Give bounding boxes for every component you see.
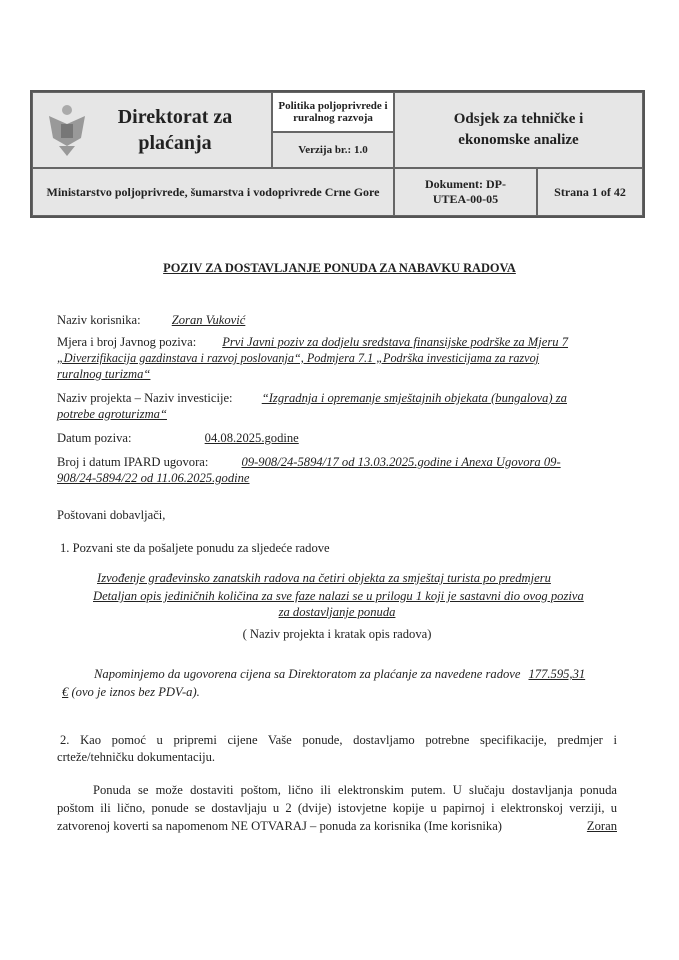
- delivery-paragraph-row3: [57, 819, 617, 834]
- works-line-2: Detaljan opis jediničnih količina za sve faze nalazi se u prilogu 1 koji je sastavni dio ovog poziva: [93, 589, 584, 603]
- contract-label: Broj i datum IPARD ugovora:: [57, 455, 209, 469]
- project-label: Naziv projekta – Naziv investicije:: [57, 391, 233, 405]
- project-row-line2: [57, 407, 617, 422]
- delivery-paragraph-line3: zatvorenoj koverti sa napomenom NE OTVARAJ – ponuda za korisnika (Ime korisnika): [57, 819, 502, 833]
- greeting: Poštovani dobavljači,: [57, 508, 166, 522]
- price-note: Napominjemo da ugovorena cijena sa Direktoratom za plaćanje za navedene radove: [94, 667, 521, 681]
- contract-value-line2: 908/24-5894/22 od 11.06.2025.godine: [57, 471, 250, 485]
- item-1: 1. Pozvani ste da pošaljete ponudu za sljedeće radove: [60, 541, 330, 555]
- price-note-row: [57, 667, 617, 682]
- price-note-row-2: [57, 685, 617, 700]
- version-cell: Verzija br.: 1.0: [272, 132, 394, 168]
- measure-value: Prvi Javni poziv za dodjelu sredstava finansijske podrške za Mjeru 7: [222, 335, 569, 349]
- delivery-paragraph-line2: poštom ili lično, ponude se dostavljaju u 2 (dvije) istovjetne kopije u papirnoj i elektronskoj verziji, u: [57, 801, 617, 815]
- page-number-cell: Strana 1 of 42: [537, 168, 643, 216]
- delivery-beneficiary-name: Zoran: [586, 819, 617, 833]
- date-value: 04.08.2025.godine: [204, 431, 299, 445]
- works-row-1: [57, 571, 617, 586]
- project-value-line2: potrebe agroturizma“: [57, 407, 167, 421]
- beneficiary-row: [57, 313, 617, 328]
- measure-value-line3: ruralnog turizma“: [57, 367, 151, 381]
- item-2-line2: crteže/tehničku dokumentaciju.: [57, 750, 216, 764]
- delivery-paragraph-line1: Ponuda se može dostaviti poštom, lično ili elektronskim putem. U slučaju dostavljanja ponuda: [93, 783, 617, 797]
- coat-of-arms-icon: [45, 102, 89, 158]
- date-row: [57, 431, 617, 446]
- item-2: 2. Kao pomoć u pripremi cijene Vaše ponude, dostavljamo potrebne specifikacije, predmjer i: [60, 733, 617, 747]
- measure-label: Mjera i broj Javnog poziva:: [57, 335, 197, 349]
- works-caption: ( Naziv projekta i kratak opis radova): [242, 627, 432, 641]
- contract-row-line2: [57, 471, 617, 486]
- price-currency: €: [62, 685, 69, 699]
- policy-cell: Politika poljoprivrede i ruralnog razvoja: [272, 92, 394, 132]
- document-title: POZIV ZA DOSTAVLJANJE PONUDA ZA NABAVKU RADOVA: [163, 261, 516, 275]
- price-note-vat: (ovo je iznos bez PDV-a).: [71, 685, 200, 699]
- works-line-3: za dostavljanje ponuda: [278, 605, 396, 619]
- beneficiary-label: Naziv korisnika:: [57, 313, 141, 327]
- contract-value: 09-908/24-5894/17 od 13.03.2025.godine i Anexa Ugovora 09-: [241, 455, 561, 469]
- org-cell: [32, 92, 272, 168]
- department-cell: Odsjek za tehničke i ekonomske analize: [394, 92, 643, 168]
- price-amount: 177.595,31: [528, 667, 586, 681]
- measure-row-line3: [57, 367, 617, 382]
- measure-value-line2: „Diverzifikacija gazdinstava i razvoj poslovanja“, Podmjera 7.1 „Podrška investicijama za razvoj: [57, 351, 540, 365]
- works-row-2: [57, 589, 617, 604]
- beneficiary-value: Zoran Vuković: [171, 313, 246, 327]
- org-title: Direktorat za plaćanja: [117, 106, 233, 154]
- ministry-cell: Ministarstvo poljoprivrede, šumarstva i vodoprivrede Crne Gore: [32, 168, 394, 216]
- date-label: Datum poziva:: [57, 431, 132, 445]
- document-header-table: [30, 90, 645, 218]
- project-value: “Izgradnja i opremanje smještajnih objekata (bungalova) za: [261, 391, 567, 405]
- measure-row: [57, 335, 617, 350]
- document-code-cell: Dokument: DP-UTEA-00-05: [394, 168, 537, 216]
- project-row: [57, 391, 617, 406]
- contract-row: [57, 455, 617, 470]
- works-line-1: Izvođenje građevinsko zanatskih radova na četiri objekta za smještaj turista po predmjeru: [97, 571, 551, 585]
- works-row-3: [57, 605, 617, 620]
